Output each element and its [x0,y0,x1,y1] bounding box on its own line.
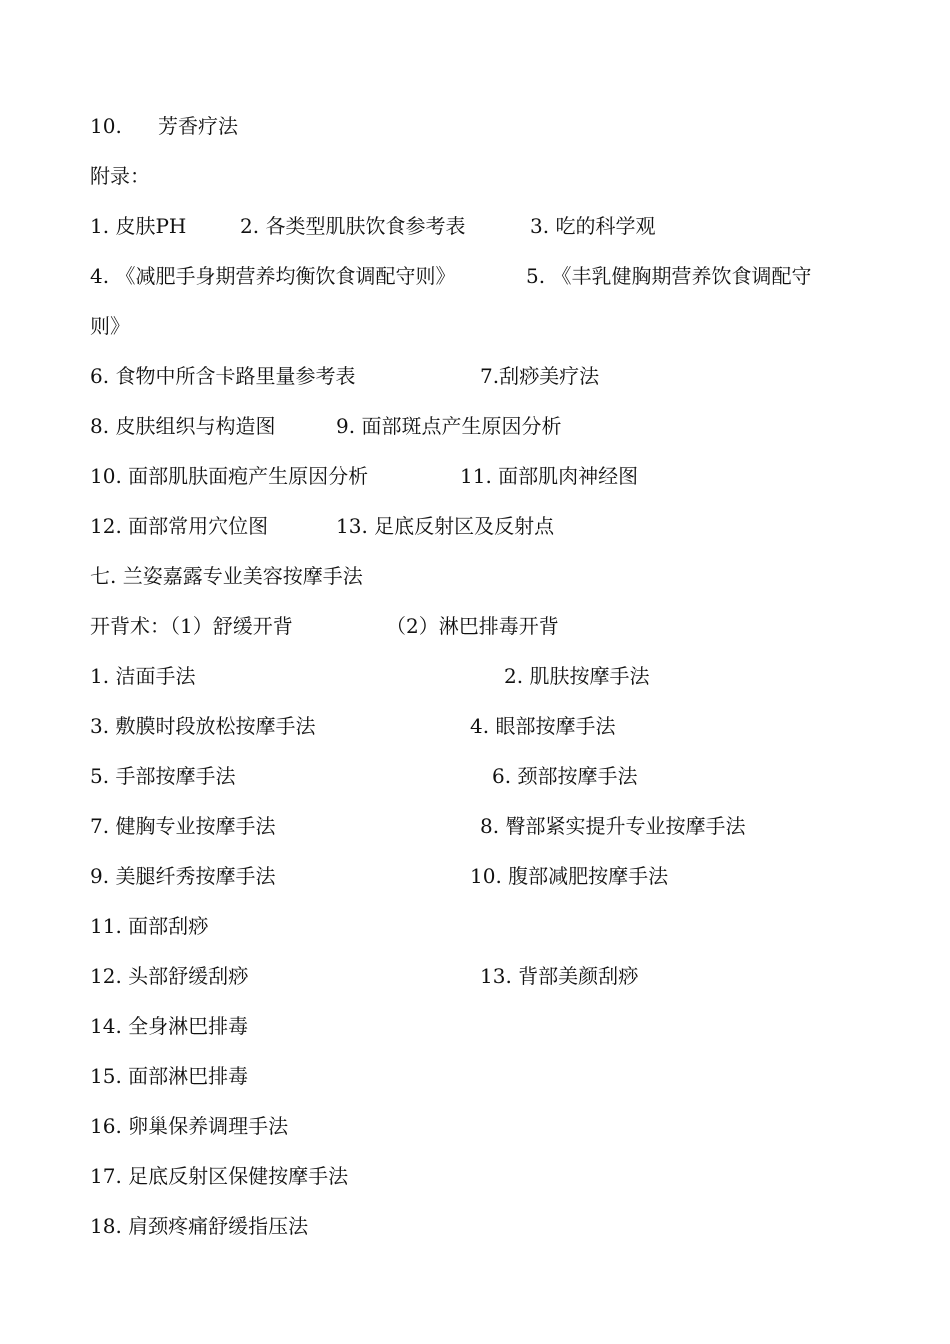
appendix-item: 7.刮痧美疗法 [480,364,600,388]
appendix-item: 12. 面部常用穴位图 [90,514,269,538]
appendix-item: 11. 面部肌肉神经图 [460,464,639,488]
appendix-item: 3. 吃的科学观 [530,214,656,238]
section-title: 七. 兰姿嘉露专业美容按摩手法 [90,564,363,588]
technique-item: 8. 臀部紧实提升专业按摩手法 [480,814,746,838]
technique-item: 1. 洁面手法 [90,664,196,688]
appendix-item: 4. 《减肥手身期营养均衡饮食调配守则》 [90,264,456,288]
item-title: 芳香疗法 [158,114,238,138]
appendix-item-continued: 则》 [90,314,130,338]
appendix-item: 9. 面部斑点产生原因分析 [336,414,562,438]
technique-item: 17. 足底反射区保健按摩手法 [90,1164,349,1188]
appendix-item: 8. 皮肤组织与构造图 [90,414,276,438]
technique-item: 18. 肩颈疼痛舒缓指压法 [90,1214,309,1238]
appendix-item: 1. 皮肤PH [90,214,187,238]
appendix-item: 2. 各类型肌肤饮食参考表 [240,214,466,238]
item-number: 10. [90,114,122,138]
appendix-item: 13. 足底反射区及反射点 [336,514,555,538]
technique-item: 5. 手部按摩手法 [90,764,236,788]
technique-item: 2. 肌肤按摩手法 [504,664,650,688]
technique-item: 3. 敷膜时段放松按摩手法 [90,714,316,738]
technique-item: 9. 美腿纤秀按摩手法 [90,864,276,888]
technique-item: 10. 腹部减肥按摩手法 [470,864,669,888]
technique-item: 13. 背部美颜刮痧 [480,964,639,988]
appendix-item: 10. 面部肌肤面疱产生原因分析 [90,464,369,488]
appendix-item: 5. 《丰乳健胸期营养饮食调配守 [526,264,812,288]
technique-item: 6. 颈部按摩手法 [492,764,638,788]
technique-item: 14. 全身淋巴排毒 [90,1014,249,1038]
appendix-label: 附录： [90,164,150,188]
technique-item: 15. 面部淋巴排毒 [90,1064,249,1088]
technique-item: 开背术：（1）舒缓开背 [90,614,293,638]
technique-item: 4. 眼部按摩手法 [470,714,616,738]
appendix-item: 6. 食物中所含卡路里量参考表 [90,364,356,388]
technique-item: 16. 卵巢保养调理手法 [90,1114,289,1138]
technique-item: 11. 面部刮痧 [90,914,209,938]
technique-item: 7. 健胸专业按摩手法 [90,814,276,838]
technique-item: （2）淋巴排毒开背 [386,614,559,638]
technique-item: 12. 头部舒缓刮痧 [90,964,249,988]
